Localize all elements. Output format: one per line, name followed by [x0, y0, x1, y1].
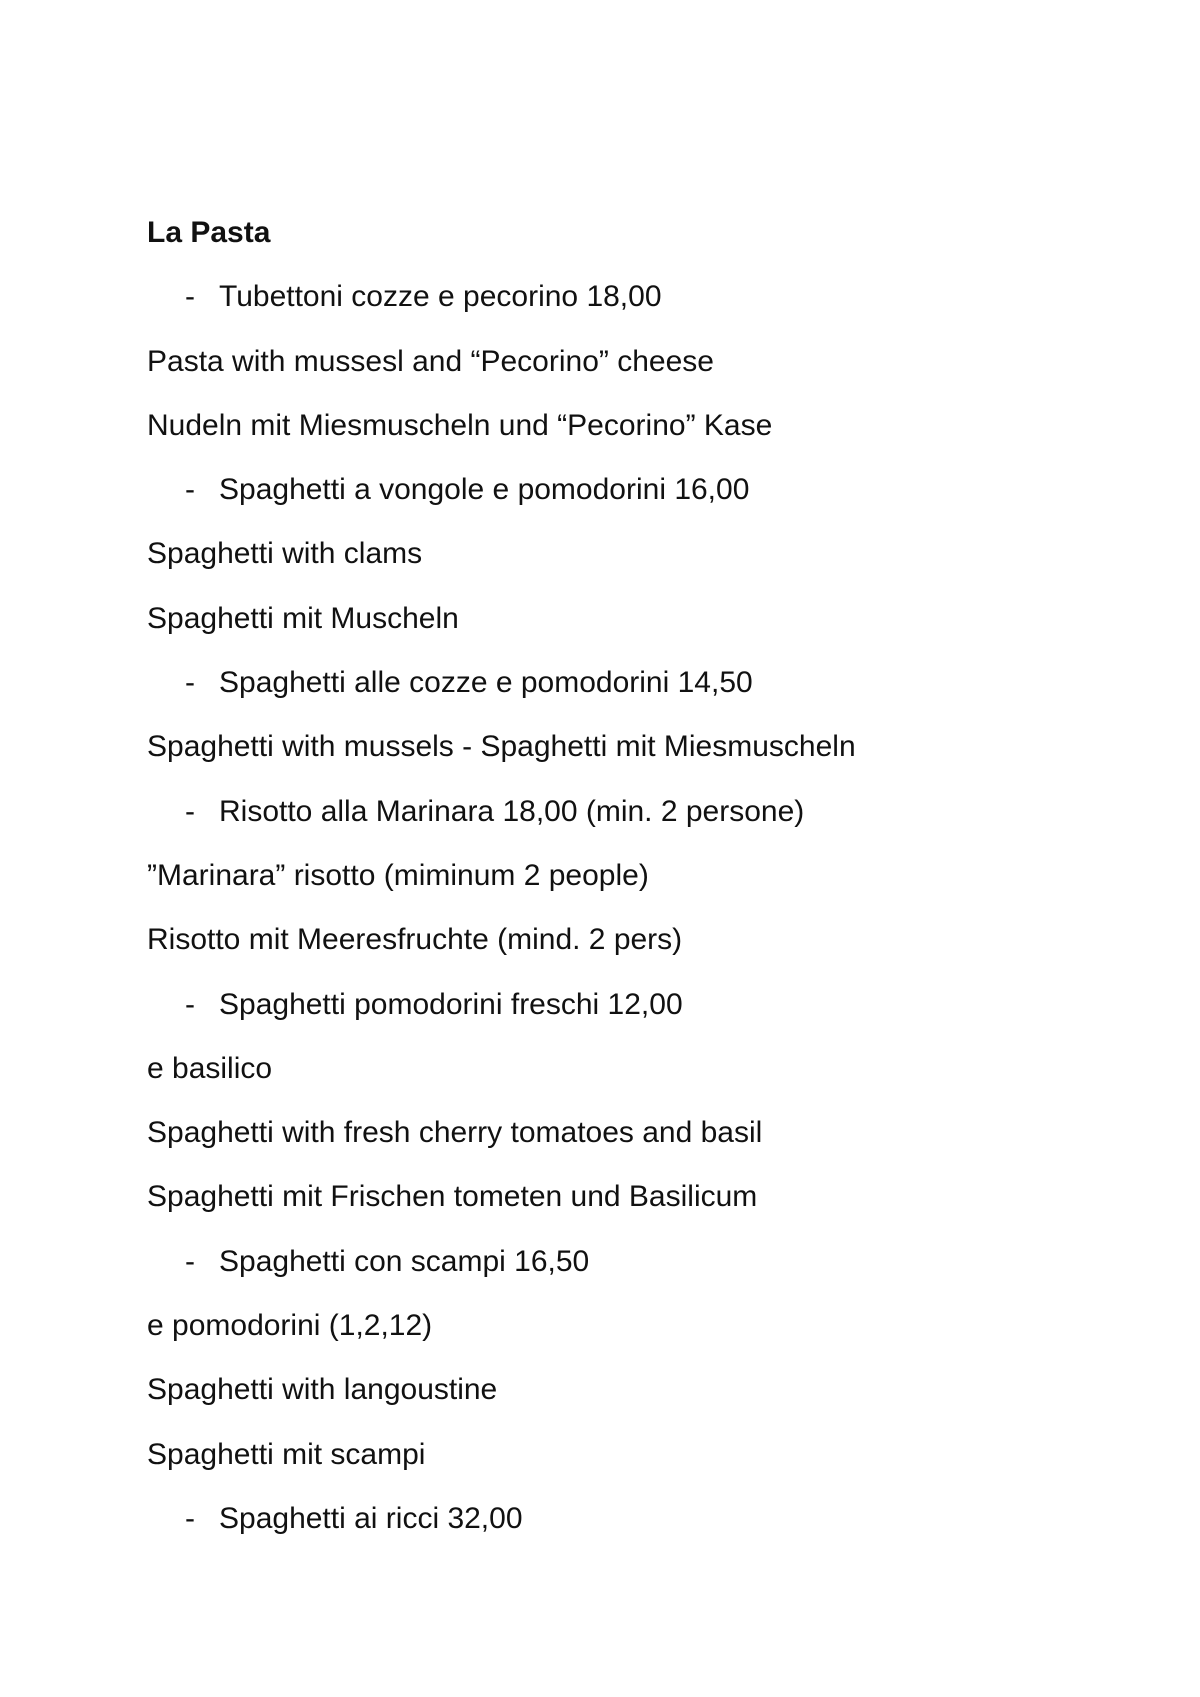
line-text: e pomodorini (1,2,12): [147, 1309, 433, 1343]
line-text: Tubettoni cozze e pecorino 18,00: [219, 280, 662, 314]
menu-item: [147, 265, 1147, 329]
line-text: Risotto mit Meeresfruchte (mind. 2 pers): [147, 923, 683, 957]
line-text: Spaghetti mit scampi: [147, 1437, 426, 1471]
section-title: La Pasta: [147, 216, 271, 249]
line-text: Nudeln mit Miesmuscheln und “Pecorino” Kase: [147, 408, 773, 442]
menu-description: [147, 1165, 1147, 1229]
menu-description: [147, 587, 1147, 651]
menu-description: [147, 844, 1147, 908]
menu-description: [147, 522, 1147, 586]
line-text: Spaghetti alle cozze e pomodorini 14,50: [219, 666, 753, 700]
bullet-dash: -: [185, 1501, 195, 1535]
bullet-dash: -: [185, 666, 195, 700]
menu-description: [147, 330, 1147, 394]
menu-description: [147, 908, 1147, 972]
line-text: Spaghetti with langoustine: [147, 1373, 498, 1407]
menu-description: [147, 1037, 1147, 1101]
menu-description: [147, 1358, 1147, 1422]
menu-item: [147, 458, 1147, 522]
menu-item: [147, 973, 1147, 1037]
menu-item: [147, 651, 1147, 715]
line-text: Spaghetti con scampi 16,50: [219, 1244, 590, 1278]
line-text: Spaghetti pomodorini freschi 12,00: [219, 987, 683, 1021]
menu-item: [147, 1230, 1147, 1294]
line-text: Spaghetti mit Frischen tometen und Basilicum: [147, 1180, 758, 1214]
menu-description: [147, 1294, 1147, 1358]
menu-item: [147, 1487, 1147, 1551]
line-text: Pasta with mussesl and “Pecorino” cheese: [147, 344, 714, 378]
menu-description: [147, 715, 1147, 779]
menu-description: [147, 1101, 1147, 1165]
menu-description: [147, 394, 1147, 458]
bullet-dash: -: [185, 1244, 195, 1278]
menu-document: [147, 201, 1147, 1551]
bullet-dash: -: [185, 473, 195, 507]
line-text: ”Marinara” risotto (miminum 2 people): [147, 858, 649, 892]
line-text: e basilico: [147, 1051, 273, 1085]
menu-item: [147, 780, 1147, 844]
bullet-dash: -: [185, 280, 195, 314]
line-text: Spaghetti mit Muscheln: [147, 601, 459, 635]
line-text: Spaghetti with mussels - Spaghetti mit Miesmuscheln: [147, 730, 856, 764]
line-text: Spaghetti a vongole e pomodorini 16,00: [219, 473, 750, 507]
bullet-dash: -: [185, 794, 195, 828]
line-text: Spaghetti ai ricci 32,00: [219, 1501, 523, 1535]
line-text: Risotto alla Marinara 18,00 (min. 2 persone): [219, 794, 805, 828]
line-text: Spaghetti with clams: [147, 537, 423, 571]
bullet-dash: -: [185, 987, 195, 1021]
line-text: Spaghetti with fresh cherry tomatoes and basil: [147, 1116, 763, 1150]
menu-description: [147, 1423, 1147, 1487]
